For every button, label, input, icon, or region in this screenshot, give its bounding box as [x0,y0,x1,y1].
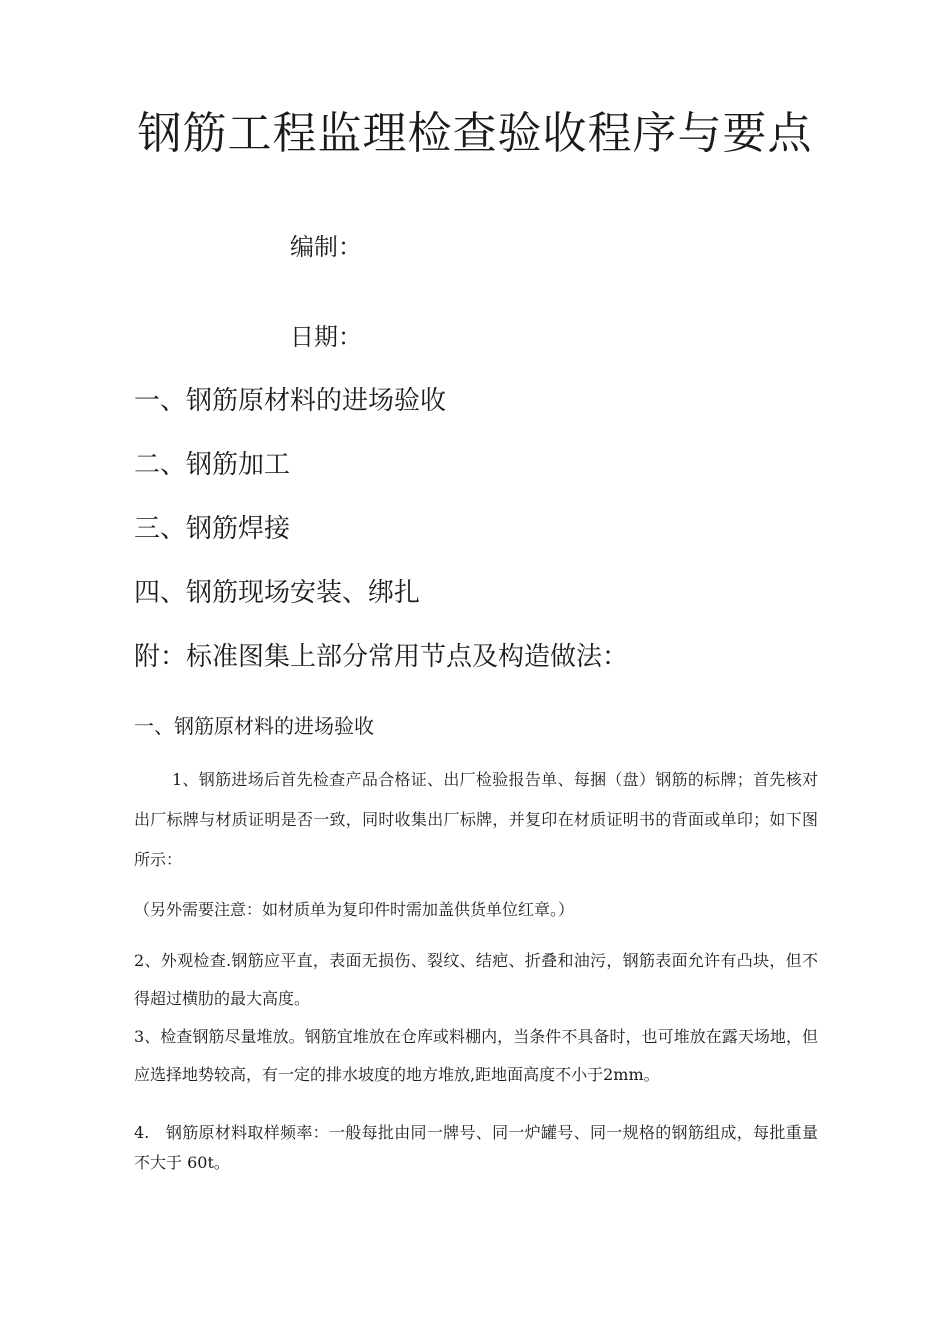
toc-item-appendix: 附：标准图集上部分常用节点及构造做法： [134,642,629,672]
note-paragraph: （另外需要注意：如材质单为复印件时需加盖供货单位红章。） [134,900,575,919]
toc-item-3: 三、钢筋焊接 [134,514,291,544]
paragraph-1: 1、钢筋进场后首先检查产品合格证、出厂检验报告单、每捆（盘）钢筋的标牌；首先核对出厂标牌与材质证明是否一致，同时收集出厂标牌，并复印在材质证明书的背面或单印；如下图所示： [134,770,818,869]
compiled-by-label: 编制： [290,233,362,261]
paragraph-4: 4. 钢筋原材料取样频率：一般每批由同一牌号、同一炉罐号、同一规格的钢筋组成，每批重量不大于 60t。 [134,1123,818,1172]
toc-item-4: 四、钢筋现场安装、绑扎 [134,578,421,608]
paragraph-3: 3、检查钢筋尽量堆放。钢筋宜堆放在仓库或料棚内，当条件不具备时，也可堆放在露天场地，但应选择地势较高，有一定的排水坡度的地方堆放,距地面高度不小于2mm。 [134,1027,818,1084]
date-label: 日期： [290,323,362,351]
toc-item-2: 二、钢筋加工 [134,450,291,480]
toc-item-1: 一、钢筋原材料的进场验收 [134,386,447,416]
document-title: 钢筋工程监理检查验收程序与要点 [137,108,813,159]
paragraph-2: 2、外观检查.钢筋应平直，表面无损伤、裂纹、结疤、折叠和油污，钢筋表面允许有凸块，但不得超过横肋的最大高度。 [134,951,818,1008]
section-heading: 一、钢筋原材料的进场验收 [134,714,374,738]
